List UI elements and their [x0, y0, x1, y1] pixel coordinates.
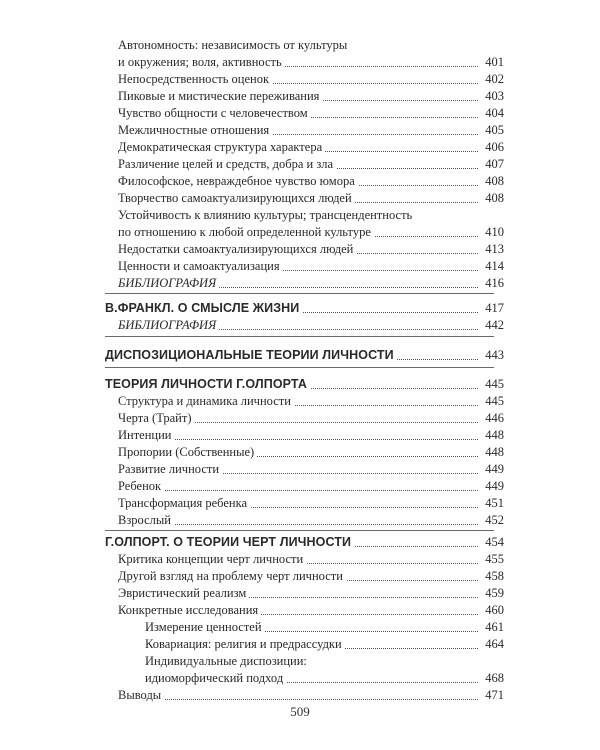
- entry-title: Эвристический реализм: [118, 585, 249, 602]
- toc-entry: [0, 585, 600, 602]
- heading-page: 445: [479, 376, 504, 393]
- entry-page: 408: [479, 173, 504, 190]
- entry-page: 401: [479, 54, 504, 71]
- heading-page: 443: [479, 347, 504, 364]
- toc-entry: [0, 156, 600, 173]
- entry-page: 471: [479, 687, 504, 704]
- entry-page: 449: [479, 461, 504, 478]
- entry-title: по отношению к любой определенной культуре: [118, 224, 374, 241]
- entry-page: 405: [479, 122, 504, 139]
- entry-page: 406: [479, 139, 504, 156]
- toc-entry-bibliography: [0, 275, 600, 292]
- entry-title: Ковариация: религия и предрассудки: [145, 636, 345, 653]
- toc-entry: [0, 258, 600, 275]
- section-rule: [105, 336, 494, 337]
- toc-subentry: [0, 653, 600, 670]
- toc-entry: [0, 687, 600, 704]
- dot-leader: [120, 524, 480, 525]
- entry-page: 448: [479, 427, 504, 444]
- heading-page: 417: [479, 300, 504, 317]
- toc-heading: [0, 534, 600, 551]
- toc-heading: [0, 347, 600, 364]
- entry-title: Индивидуальные диспозиции:: [145, 653, 310, 670]
- toc-heading: [0, 300, 600, 317]
- entry-title: Взрослый: [118, 512, 174, 529]
- entry-title: Интенции: [118, 427, 175, 444]
- toc-subentry: [0, 619, 600, 636]
- toc-entry: [0, 37, 600, 54]
- toc-entry: [0, 602, 600, 619]
- entry-title: Конкретные исследования: [118, 602, 261, 619]
- dot-leader: [120, 490, 480, 491]
- entry-title: Недостатки самоактуализирующихся людей: [118, 241, 356, 258]
- toc-entry: [0, 173, 600, 190]
- section-rule: [105, 367, 494, 368]
- heading-title: Г.ОЛПОРТ. О ТЕОРИИ ЧЕРТ ЛИЧНОСТИ: [105, 534, 354, 551]
- entry-page: 416: [479, 275, 504, 292]
- entry-title: Устойчивость к влиянию культуры; трансцендентность: [118, 207, 415, 224]
- toc-entry: [0, 444, 600, 461]
- entry-page: 458: [479, 568, 504, 585]
- entry-title: Пиковые и мистические переживания: [118, 88, 322, 105]
- toc-entry: [0, 551, 600, 568]
- entry-title: Структура и динамика личности: [118, 393, 294, 410]
- entry-page: 464: [479, 636, 504, 653]
- toc-heading: [0, 376, 600, 393]
- toc-entry: [0, 461, 600, 478]
- entry-page: 445: [479, 393, 504, 410]
- entry-title: Ценности и самоактуализация: [118, 258, 283, 275]
- entry-title: БИБЛИОГРАФИЯ: [118, 317, 219, 334]
- heading-title: В.ФРАНКЛ. О СМЫСЛЕ ЖИЗНИ: [105, 300, 302, 317]
- entry-page: 449: [479, 478, 504, 495]
- toc-entry: [0, 71, 600, 88]
- entry-title: Межличностные отношения: [118, 122, 272, 139]
- toc-entry: [0, 88, 600, 105]
- entry-page: 461: [479, 619, 504, 636]
- toc-entry: [0, 139, 600, 156]
- entry-page: 451: [479, 495, 504, 512]
- dot-leader: [120, 699, 480, 700]
- entry-title: Демократическая структура характера: [118, 139, 325, 156]
- toc-entry: [0, 207, 600, 224]
- entry-page: 410: [479, 224, 504, 241]
- toc-entry: [0, 224, 600, 241]
- entry-page: 468: [479, 670, 504, 687]
- heading-title: ДИСПОЗИЦИОНАЛЬНЫЕ ТЕОРИИ ЛИЧНОСТИ: [105, 347, 397, 364]
- entry-title: Измерение ценностей: [145, 619, 265, 636]
- entry-title: Непосредственность оценок: [118, 71, 272, 88]
- entry-title: Развитие личности: [118, 461, 222, 478]
- toc-entry: [0, 393, 600, 410]
- entry-title: Философское, невраждебное чувство юмора: [118, 173, 358, 190]
- page-number: 509: [290, 704, 310, 719]
- entry-title: Черта (Трайт): [118, 410, 194, 427]
- toc-entry: [0, 495, 600, 512]
- toc-entry: [0, 105, 600, 122]
- entry-page: 408: [479, 190, 504, 207]
- entry-title: Ребенок: [118, 478, 164, 495]
- toc-entry: [0, 241, 600, 258]
- toc-entry: [0, 410, 600, 427]
- toc-entry: [0, 190, 600, 207]
- entry-page: 413: [479, 241, 504, 258]
- section-rule: [105, 530, 494, 531]
- toc-entry: [0, 427, 600, 444]
- entry-page: 442: [479, 317, 504, 334]
- toc-entry: [0, 54, 600, 71]
- entry-page: 404: [479, 105, 504, 122]
- entry-title: Творчество самоактуализирующихся людей: [118, 190, 355, 207]
- entry-title: Другой взгляд на проблему черт личности: [118, 568, 346, 585]
- entry-title: Критика концепции черт личности: [118, 551, 306, 568]
- entry-page: 452: [479, 512, 504, 529]
- toc-entry: [0, 478, 600, 495]
- entry-title: Выводы: [118, 687, 164, 704]
- entry-title: Пропории (Собственные): [118, 444, 257, 461]
- entry-page: 403: [479, 88, 504, 105]
- entry-page: 460: [479, 602, 504, 619]
- entry-page: 402: [479, 71, 504, 88]
- toc-entry-bibliography: [0, 317, 600, 334]
- entry-page: 414: [479, 258, 504, 275]
- entry-title: БИБЛИОГРАФИЯ: [118, 275, 219, 292]
- entry-title: Различение целей и средств, добра и зла: [118, 156, 336, 173]
- entry-page: 455: [479, 551, 504, 568]
- entry-title: Автономность: независимость от культуры: [118, 37, 350, 54]
- entry-title: Чувство общности с человечеством: [118, 105, 311, 122]
- toc-entry: [0, 568, 600, 585]
- toc-subentry: [0, 636, 600, 653]
- section-rule: [105, 293, 494, 294]
- entry-page: 448: [479, 444, 504, 461]
- entry-title: и окружения; воля, активность: [118, 54, 285, 71]
- entry-title: Трансформация ребенка: [118, 495, 250, 512]
- entry-page: 459: [479, 585, 504, 602]
- entry-title: идиоморфический подход: [145, 670, 286, 687]
- heading-title: ТЕОРИЯ ЛИЧНОСТИ Г.ОЛПОРТА: [105, 376, 310, 393]
- toc-subentry: [0, 670, 600, 687]
- entry-page: 446: [479, 410, 504, 427]
- entry-page: 407: [479, 156, 504, 173]
- toc-entry: [0, 512, 600, 529]
- toc-entry: [0, 122, 600, 139]
- heading-page: 454: [479, 534, 504, 551]
